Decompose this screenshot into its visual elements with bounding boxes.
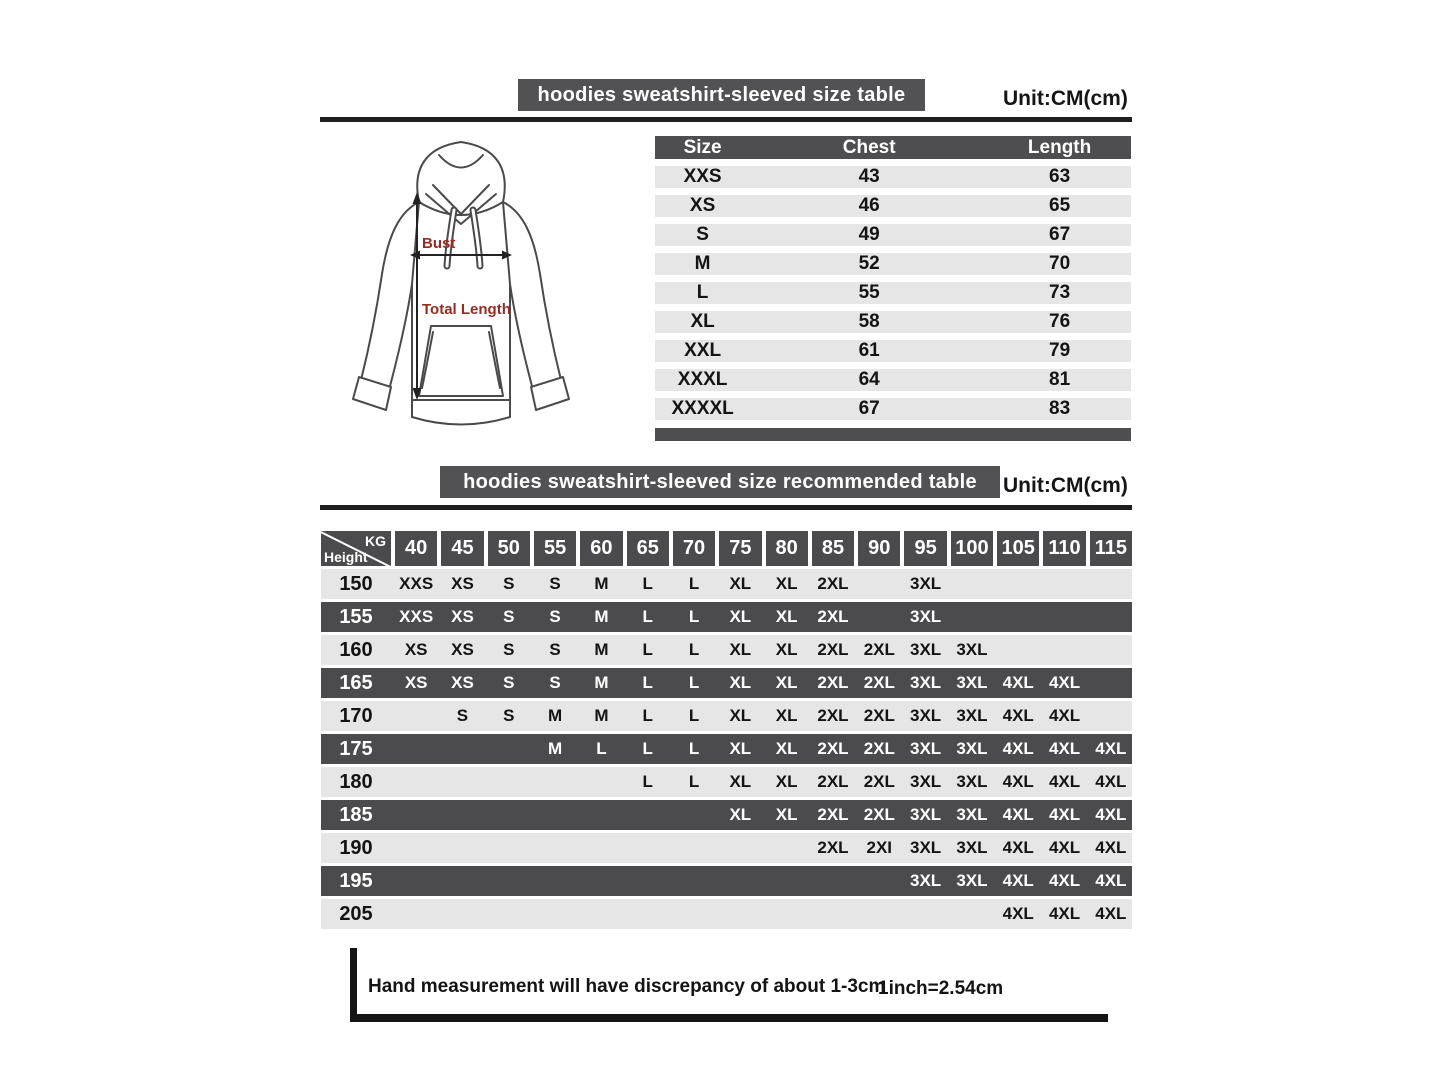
size-recommendation-cell	[858, 602, 900, 632]
height-label: 205	[339, 902, 373, 925]
size-recommendation-cell: S	[503, 574, 515, 593]
size-recommendation-cell: 4XL	[1002, 673, 1034, 692]
weight-column-header: 100	[951, 531, 993, 566]
size-recommendation-cell	[441, 899, 483, 929]
size-recommendation-cell	[904, 899, 946, 929]
size-recommendation-cell: 4XL	[1002, 805, 1034, 824]
size-table-bottom-bar	[655, 428, 1131, 441]
size-recommendation-cell: L	[688, 739, 700, 758]
height-label: 190	[339, 836, 373, 859]
recommended-table-title: hoodies sweatshirt-sleeved size recommended table	[463, 470, 977, 493]
weight-column-header: 40	[395, 531, 437, 566]
size-cell: XL	[690, 311, 715, 332]
chest-cell: 58	[858, 311, 880, 332]
size-recommendation-cell	[488, 899, 530, 929]
size-recommendation-cell: L	[596, 739, 607, 758]
size-recommendation-cell	[488, 734, 530, 764]
size-recommendation-cell: 3XL	[956, 640, 988, 659]
size-recommendation-cell: 4XL	[1048, 706, 1081, 725]
length-cell: 83	[1049, 398, 1071, 419]
size-recommendation-cell: XL	[729, 673, 752, 692]
corner-kg-label: KG	[365, 533, 386, 549]
size-recommendation-cell	[627, 866, 669, 896]
size-recommendation-cell: XL	[775, 640, 798, 659]
size-table-row	[655, 282, 1131, 304]
size-recommendation-cell: XL	[729, 739, 752, 758]
size-recommendation-cell: M	[548, 706, 563, 725]
corner-height-label: Height	[324, 549, 368, 565]
size-recommendation-cell	[580, 767, 622, 797]
size-recommendation-cell: XS	[451, 673, 474, 692]
size-recommendation-cell	[534, 800, 576, 830]
height-label: 185	[339, 803, 373, 826]
size-recommendation-cell	[580, 866, 622, 896]
chest-cell: 49	[858, 224, 880, 245]
size-recommendation-cell: 4XL	[1048, 805, 1081, 824]
size-recommendation-cell	[1043, 569, 1085, 599]
size-recommendation-cell: S	[503, 673, 515, 692]
size-recommendation-cell: XXS	[399, 574, 434, 593]
size-recommendation-cell: XS	[451, 574, 474, 593]
size-recommendation-cell: XL	[729, 805, 752, 824]
size-table-row	[655, 224, 1131, 246]
size-table	[655, 136, 1131, 441]
size-cell: XXL	[684, 340, 722, 361]
size-recommendation-cell: 2XL	[863, 706, 895, 725]
matrix-row	[321, 569, 1132, 599]
size-recommendation-cell: L	[642, 706, 653, 725]
size-cell: XXXL	[677, 369, 728, 390]
height-label: 160	[339, 638, 373, 661]
size-recommendation-cell: 4XL	[1095, 739, 1127, 758]
size-recommendation-cell	[488, 866, 530, 896]
height-label: 175	[339, 737, 373, 760]
size-cell: XXS	[683, 166, 722, 187]
size-recommendation-cell	[1090, 602, 1132, 632]
size-recommendation-cell	[997, 602, 1039, 632]
weight-column-header: 45	[441, 531, 483, 566]
size-recommendation-cell: 4XL	[1095, 871, 1127, 890]
size-recommendation-cell: S	[503, 706, 515, 725]
size-recommendation-cell	[534, 899, 576, 929]
size-recommendation-cell: 3XL	[910, 673, 942, 692]
size-recommendation-cell	[951, 569, 993, 599]
chest-cell: 46	[858, 195, 880, 216]
size-recommendation-cell: M	[594, 673, 609, 692]
size-table-row	[655, 253, 1131, 275]
size-recommendation-cell	[441, 734, 483, 764]
size-recommendation-cell: 4XL	[1095, 904, 1127, 923]
size-recommendation-cell: 3XL	[910, 739, 942, 758]
size-recommendation-cell	[395, 800, 437, 830]
size-table-row	[655, 340, 1131, 362]
matrix-row	[321, 866, 1132, 896]
unit-label-top: Unit:CM(cm)	[1003, 87, 1128, 110]
size-cell: XS	[689, 195, 716, 216]
size-recommendation-cell	[951, 899, 993, 929]
chest-cell: 61	[858, 340, 880, 361]
size-recommendation-cell: S	[549, 640, 561, 659]
size-recommendation-cell	[1090, 701, 1132, 731]
total-length-label: Total Length	[422, 301, 511, 318]
matrix-row	[321, 800, 1132, 830]
size-recommendation-cell: L	[688, 640, 700, 659]
size-recommendation-cell: XL	[729, 706, 752, 725]
size-recommendation-cell	[1090, 635, 1132, 665]
size-recommendation-cell: L	[642, 673, 653, 692]
size-recommendation-cell: 2XL	[817, 706, 849, 725]
size-recommendation-cell	[997, 569, 1039, 599]
size-table-title-bar	[518, 79, 925, 111]
size-recommendation-cell	[673, 866, 715, 896]
weight-column-header: 70	[673, 531, 715, 566]
weight-column-header: 110	[1043, 531, 1085, 566]
size-recommendation-cell: 3XL	[910, 607, 942, 626]
size-recommendation-cell: 4XL	[1048, 772, 1081, 791]
size-recommendation-cell: 3XL	[910, 838, 942, 857]
size-recommendation-cell: 2XL	[817, 772, 849, 791]
size-recommendation-cell: 4XL	[1002, 706, 1034, 725]
weight-column-header: 85	[812, 531, 854, 566]
matrix-header-row	[321, 531, 1132, 566]
matrix-row	[321, 635, 1132, 665]
size-recommendation-cell: 3XL	[956, 772, 988, 791]
size-recommendation-cell: 4XL	[1048, 739, 1081, 758]
weight-column-header: 80	[766, 531, 808, 566]
length-cell: 81	[1049, 369, 1071, 390]
height-label: 170	[339, 704, 373, 727]
size-recommendation-cell: XS	[451, 640, 474, 659]
measurement-note: Hand measurement will have discrepancy of about 1-3cm	[368, 976, 886, 997]
size-recommendation-cell: XL	[775, 772, 798, 791]
length-cell: 67	[1049, 224, 1071, 245]
size-recommendation-cell	[441, 800, 483, 830]
size-recommendation-cell	[534, 833, 576, 863]
size-table-row	[655, 166, 1131, 188]
size-recommendation-cell: M	[548, 739, 563, 758]
size-recommendation-cell	[673, 899, 715, 929]
size-recommendation-cell: L	[642, 739, 653, 758]
matrix-row	[321, 668, 1132, 698]
chest-cell: 55	[858, 282, 880, 303]
length-cell: 76	[1049, 311, 1071, 332]
size-recommendation-cell	[395, 899, 437, 929]
size-recommendation-cell: L	[642, 640, 653, 659]
size-recommendation-cell: S	[503, 640, 515, 659]
size-recommendation-cell	[719, 866, 761, 896]
size-recommendation-cell: L	[688, 574, 700, 593]
size-recommendation-cell: 2XL	[817, 640, 849, 659]
size-recommendation-cell	[1090, 569, 1132, 599]
size-recommendation-cell	[812, 899, 854, 929]
size-recommendation-cell	[766, 899, 808, 929]
size-recommendation-cell: 2XL	[863, 772, 895, 791]
size-recommendation-cell: 3XL	[956, 739, 988, 758]
size-recommendation-cell: L	[688, 673, 700, 692]
weight-column-header: 60	[580, 531, 622, 566]
size-table-column-header: Size	[683, 136, 722, 158]
size-recommendation-cell: XS	[451, 607, 474, 626]
size-recommendation-cell	[1043, 635, 1085, 665]
size-recommendation-cell: XL	[775, 805, 798, 824]
size-recommendation-cell	[488, 833, 530, 863]
size-table-row	[655, 398, 1131, 420]
height-label: 195	[339, 869, 373, 892]
chest-cell: 52	[858, 253, 880, 274]
chest-cell: 43	[858, 166, 880, 187]
size-recommendation-cell: S	[456, 706, 469, 725]
matrix-row	[321, 701, 1132, 731]
size-recommendation-cell	[627, 899, 669, 929]
size-recommendation-cell: 4XL	[1048, 904, 1081, 923]
size-recommendation-cell	[673, 833, 715, 863]
size-recommendation-cell	[580, 899, 622, 929]
size-table-row	[655, 311, 1131, 333]
matrix-row	[321, 767, 1132, 797]
footer-bottom-bar	[350, 1014, 1108, 1022]
hoodie-measurement-diagram	[326, 134, 596, 454]
size-recommendation-cell: 4XL	[1002, 772, 1034, 791]
weight-column-header: 115	[1090, 531, 1132, 566]
size-recommendation-cell: XL	[775, 574, 798, 593]
weight-column-header: 55	[534, 531, 576, 566]
size-recommendation-cell: 4XL	[1095, 772, 1127, 791]
matrix-corner-cell	[321, 531, 391, 566]
inch-conversion-note: 1inch=2.54cm	[878, 978, 1004, 999]
size-recommendation-cell: L	[642, 574, 653, 593]
size-recommendation-cell: 3XL	[910, 805, 942, 824]
size-recommendation-cell: 2XL	[817, 739, 849, 758]
size-recommendation-cell: XL	[729, 574, 752, 593]
height-label: 150	[339, 572, 373, 595]
size-recommendation-cell: S	[549, 574, 561, 593]
size-recommendation-cell: L	[688, 706, 700, 725]
unit-label-bottom: Unit:CM(cm)	[1003, 474, 1128, 497]
height-label: 180	[339, 770, 373, 793]
recommended-table-title-bar	[440, 466, 1000, 498]
size-recommendation-cell	[719, 833, 761, 863]
size-recommendation-cell	[627, 800, 669, 830]
size-recommendation-cell: XL	[775, 673, 798, 692]
size-recommendation-cell	[395, 833, 437, 863]
size-recommendation-cell	[627, 833, 669, 863]
chest-cell: 67	[858, 398, 880, 419]
size-recommendation-cell	[441, 866, 483, 896]
divider-bottom	[320, 505, 1132, 510]
size-recommendation-cell	[1090, 668, 1132, 698]
size-recommendation-cell: M	[594, 706, 609, 725]
size-table-column-header: Length	[1027, 136, 1092, 158]
weight-column-header: 90	[858, 531, 900, 566]
size-recommendation-cell: 4XL	[1048, 673, 1081, 692]
weight-column-header: 95	[904, 531, 946, 566]
size-recommendation-cell: 2XL	[817, 673, 849, 692]
size-recommendation-cell: S	[503, 607, 515, 626]
size-table-row	[655, 195, 1131, 217]
size-recommendation-cell: 3XL	[910, 871, 942, 890]
size-recommendation-cell: L	[642, 772, 653, 791]
size-table-column-header: Chest	[842, 136, 896, 158]
size-recommendation-cell: XL	[775, 739, 798, 758]
size-recommendation-cell	[534, 767, 576, 797]
size-recommendation-cell	[395, 866, 437, 896]
size-recommendation-cell	[580, 833, 622, 863]
size-recommendation-cell: 2XL	[863, 739, 895, 758]
size-recommendation-cell: 2XL	[817, 805, 849, 824]
size-recommendation-cell	[812, 866, 854, 896]
size-recommendation-cell: S	[549, 607, 561, 626]
size-recommendation-cell: 2XI	[866, 838, 893, 857]
matrix-row	[321, 602, 1132, 632]
size-recommendation-cell: 4XL	[1048, 871, 1081, 890]
bust-label: Bust	[422, 235, 456, 252]
size-recommendation-cell	[766, 866, 808, 896]
size-recommendation-cell: XL	[729, 640, 752, 659]
size-recommendation-cell: XS	[404, 673, 428, 692]
size-recommendation-cell	[673, 800, 715, 830]
size-recommendation-cell	[858, 899, 900, 929]
size-recommendation-cell: 3XL	[956, 805, 988, 824]
size-recommendation-cell: 3XL	[910, 640, 942, 659]
size-recommendation-cell: L	[642, 607, 653, 626]
size-table-header-row	[655, 136, 1131, 159]
size-cell: M	[694, 253, 711, 274]
chest-cell: 64	[858, 369, 880, 390]
weight-column-header: 75	[719, 531, 761, 566]
size-recommendation-cell	[395, 734, 437, 764]
size-recommendation-cell	[580, 800, 622, 830]
matrix-body	[321, 569, 1132, 929]
size-recommendation-cell	[997, 635, 1039, 665]
size-table-row	[655, 369, 1131, 391]
size-recommendation-cell: M	[594, 607, 609, 626]
size-recommendation-cell: XL	[729, 772, 752, 791]
size-table-title: hoodies sweatshirt-sleeved size table	[537, 83, 906, 106]
size-recommendation-cell: XL	[775, 706, 798, 725]
size-recommendation-cell: 2XL	[817, 838, 849, 857]
size-recommendation-cell: 3XL	[956, 706, 988, 725]
weight-column-header: 50	[488, 531, 530, 566]
size-recommendation-cell: XL	[775, 607, 798, 626]
weight-column-header: 105	[997, 531, 1039, 566]
size-recommendation-cell: L	[688, 772, 700, 791]
size-recommendation-cell	[534, 866, 576, 896]
height-label: 165	[339, 671, 373, 694]
size-recommendation-cell: 2XL	[817, 574, 849, 593]
height-label: 155	[339, 605, 373, 628]
size-recommendation-cell	[951, 602, 993, 632]
size-recommendation-cell: 4XL	[1095, 805, 1127, 824]
weight-column-header: 65	[627, 531, 669, 566]
size-cell: XXXXL	[671, 398, 734, 419]
size-recommendation-cell	[1043, 602, 1085, 632]
size-recommendation-cell: 4XL	[1048, 838, 1081, 857]
size-recommendation-cell: 2XL	[817, 607, 849, 626]
length-cell: 70	[1049, 253, 1071, 274]
size-recommendation-cell: 4XL	[1095, 838, 1127, 857]
matrix-row	[321, 734, 1132, 764]
size-cell: L	[696, 282, 709, 303]
size-recommendation-cell	[488, 767, 530, 797]
size-recommendation-cell: 2XL	[863, 805, 895, 824]
length-cell: 65	[1049, 195, 1071, 216]
size-recommendation-cell: 3XL	[910, 574, 942, 593]
size-recommendation-cell: S	[549, 673, 561, 692]
size-recommendation-cell: 3XL	[910, 706, 942, 725]
matrix-row	[321, 899, 1132, 929]
length-cell: 73	[1049, 282, 1071, 303]
recommended-size-matrix	[321, 531, 1132, 929]
size-recommendation-cell	[488, 800, 530, 830]
size-recommendation-cell: 2XL	[863, 673, 895, 692]
size-table-body	[655, 166, 1131, 420]
size-recommendation-cell	[395, 701, 437, 731]
size-recommendation-cell: M	[594, 640, 609, 659]
size-recommendation-cell: 4XL	[1002, 904, 1034, 923]
matrix-row	[321, 833, 1132, 863]
size-recommendation-cell	[441, 833, 483, 863]
size-recommendation-cell: 3XL	[956, 871, 988, 890]
size-recommendation-cell: 4XL	[1002, 871, 1034, 890]
size-recommendation-cell	[766, 833, 808, 863]
size-recommendation-cell	[441, 767, 483, 797]
size-recommendation-cell: 2XL	[863, 640, 895, 659]
length-cell: 79	[1049, 340, 1071, 361]
divider-top	[320, 117, 1132, 122]
size-recommendation-cell: XL	[729, 607, 752, 626]
footer-left-bar	[350, 948, 357, 1020]
size-recommendation-cell: XS	[404, 640, 428, 659]
size-recommendation-cell: M	[594, 574, 609, 593]
size-cell: S	[696, 224, 709, 245]
size-recommendation-cell	[719, 899, 761, 929]
size-recommendation-cell: 4XL	[1002, 838, 1034, 857]
size-recommendation-cell	[858, 866, 900, 896]
size-recommendation-cell: XXS	[399, 607, 434, 626]
size-recommendation-cell: 4XL	[1002, 739, 1034, 758]
size-recommendation-cell: 3XL	[956, 838, 988, 857]
size-recommendation-cell: 3XL	[910, 772, 942, 791]
size-recommendation-cell	[395, 767, 437, 797]
size-recommendation-cell	[858, 569, 900, 599]
size-recommendation-cell: 3XL	[956, 673, 988, 692]
size-recommendation-cell: L	[688, 607, 700, 626]
length-cell: 63	[1049, 166, 1071, 187]
